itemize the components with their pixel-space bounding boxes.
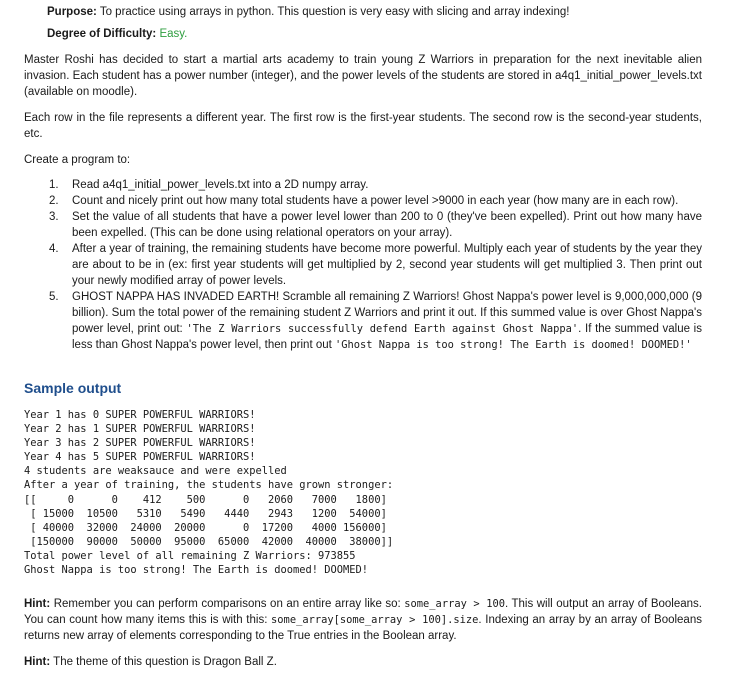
intro-paragraph: Master Roshi has decided to start a martial arts academy to train young Z Warriors in preparation for the next inevitable alien invasion. Each student has a power number (integer), and the power levels of the students are stored in a4q1_initial_power_levels.txt (available on moodle). [24, 54, 702, 98]
hint-theme: Hint: The theme of this question is Dragon Ball Z. [24, 656, 277, 668]
hint-comparisons: Hint: Remember you can perform comparisons on an entire array like so: some_array > 100. This will output an array of Booleans. You can count how many items this is with this: some_array[some_array > 100].size. Indexing an array by an array of Booleans returns new array of elements corresponding to the True entries in the Boolean array. [24, 598, 702, 642]
difficulty-line [47, 26, 187, 42]
step-item: 5. GHOST NAPPA HAS INVADED EARTH! Scramble all remaining Z Warriors! Ghost Nappa's power level is 9,000,000,000 (9 billion). Sum the total power of the remaining student Z Warriors and print it out. If this summed value is over Ghost Nappa's power level, print out: 'The Z Warriors successfully defend Earth against Ghost Nappa'. If the summed value is less than Ghost Nappa's power level, then print out 'Ghost Nappa is too strong! The Earth is doomed! DOOMED!' [49, 291, 702, 351]
steps-list [24, 177, 702, 353]
difficulty-label: Degree of Difficulty: [47, 28, 157, 40]
hint-code-size: some_array[some_array > 100].size [271, 614, 479, 626]
hint-code-comparison: some_array > 100 [404, 598, 506, 610]
rows-note-paragraph: Each row in the file represents a different year. The first row is the first-year students. The second row is the second-year students, etc. [24, 112, 702, 140]
sample-output-block: Year 1 has 0 SUPER POWERFUL WARRIORS! Year 2 has 1 SUPER POWERFUL WARRIORS! Year 3 has 2 SUPER POWERFUL WARRIORS! Year 4 has 5 SUPER POWERFUL WARRIORS! 4 students are weaksauce and were expelled After a year of training, the students have grown stronger: [[ 0 0 412 500 0 2060 7000 1800] [ 15000 10500 5310 5490 4440 2943 1200 54000] [ 40000 32000 24000 20000 0 17200 4000 156000] [150000 90000 50000 95000 65000 42000 40000 38000]] Total power level of all remaining Z Warriors: 973855 Ghost Nappa is too strong! The Earth is doomed! DOOMED! [24, 409, 394, 577]
step-item: 3. Set the value of all students that have a power level lower than 200 to 0 (they've been expelled). Print out how many have been expelled. (This can be done using relational operators on your array). [49, 211, 702, 239]
difficulty-value: Easy. [156, 28, 188, 40]
success-message-code: 'The Z Warriors successfully defend Earth against Ghost Nappa' [186, 323, 579, 335]
step-item: 1. Read a4q1_initial_power_levels.txt into a 2D numpy array. [49, 179, 369, 191]
purpose-line [47, 4, 569, 20]
purpose-text: To practice using arrays in python. This question is very easy with slicing and array indexing! [96, 6, 570, 18]
sample-output-heading: Sample output [24, 380, 122, 396]
doomed-message-code: 'Ghost Nappa is too strong! The Earth is doomed! DOOMED!' [335, 339, 692, 351]
hint-label: Hint: [24, 656, 51, 668]
step-item: 4. After a year of training, the remaining students have become more powerful. Multiply each year of students by the year they are about to be in (ex: first year students will get multiplied by 2, second year students will get multiplied 3. Then print out your newly modified array of power levels. [49, 243, 702, 287]
purpose-label: Purpose: [47, 6, 97, 18]
hint-label: Hint: [24, 598, 51, 610]
step-item: 2. Count and nicely print out how many total students have a power level >9000 in each year (how many are in each row). [49, 195, 679, 207]
create-label: Create a program to: [24, 154, 131, 166]
